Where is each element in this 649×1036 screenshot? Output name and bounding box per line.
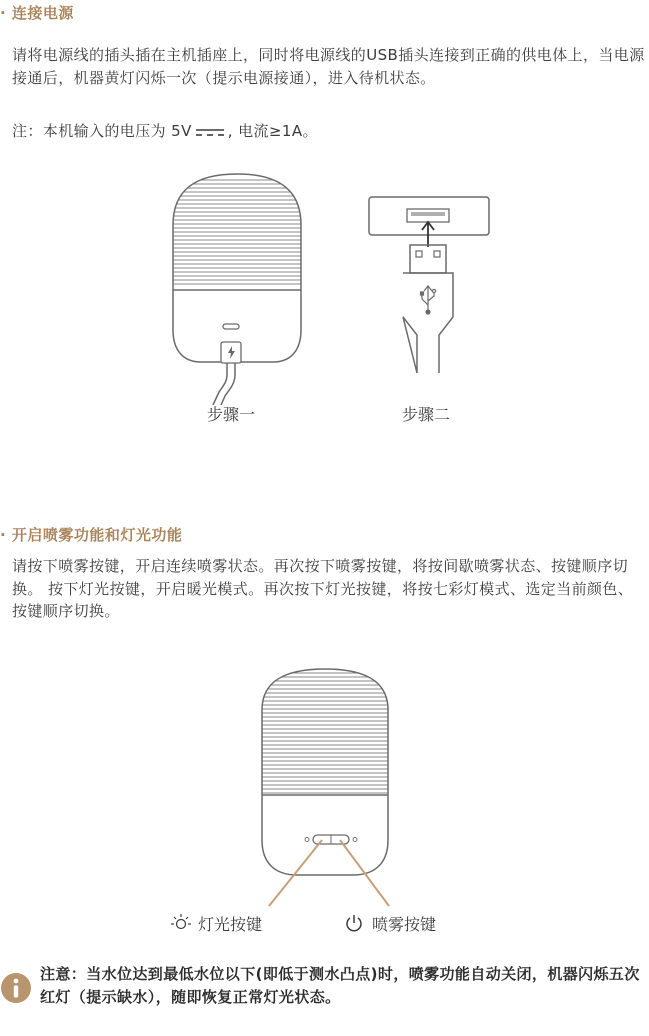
info-icon: [0, 972, 32, 1004]
power-spec-prefix: 注：本机输入的电压为 5V: [12, 122, 192, 140]
grille-lines-2: [255, 673, 395, 793]
section-title-connect-power: · 连接电源: [0, 4, 74, 22]
connect-power-instructions: 请将电源线的插头插在主机插座上，同时将电源线的USB插头连接到正确的供电体上，当电源接通后，机器黄灯闪烁一次（提示电源接通），进入待机状态。: [12, 46, 645, 87]
power-spec-suffix: , 电流≥1A。: [227, 122, 318, 140]
spray-light-instructions: 请按下喷雾按键，开启连续喷雾状态。再次按下喷雾按键，将按间歇喷雾状态、按键顺序切换。 按下灯光按键，开启暖光模式。再次按下灯光按键，将按七彩灯模式、选定当前颜色、按键顺序切换。: [12, 557, 634, 620]
device-with-cable-illustration: [165, 170, 310, 405]
low-water-warning: 注意：当水位达到最低水位以下(即低于测水凸点)时，喷雾功能自动关闭，机器闪烁五次红灯（提示缺水），随即恢复正常灯光状态。: [40, 965, 640, 1006]
power-spec-note: [12, 120, 318, 141]
light-button-label: 灯光按键: [198, 915, 263, 934]
spray-button-label: 喷雾按键: [372, 915, 437, 934]
dc-voltage-symbol: [194, 125, 226, 139]
usb-icon: [421, 286, 436, 314]
usb-power-adapter-illustration: [365, 195, 495, 375]
grille-lines-1: [165, 180, 310, 284]
sun-icon: [170, 912, 192, 934]
section-title-spray-light: · 开启喷雾功能和灯光功能: [0, 526, 183, 544]
step-one-caption: 步骤一: [207, 405, 256, 424]
button-callout-lines: [255, 830, 395, 910]
step-two-caption: 步骤二: [402, 405, 451, 424]
power-icon: [343, 912, 365, 934]
